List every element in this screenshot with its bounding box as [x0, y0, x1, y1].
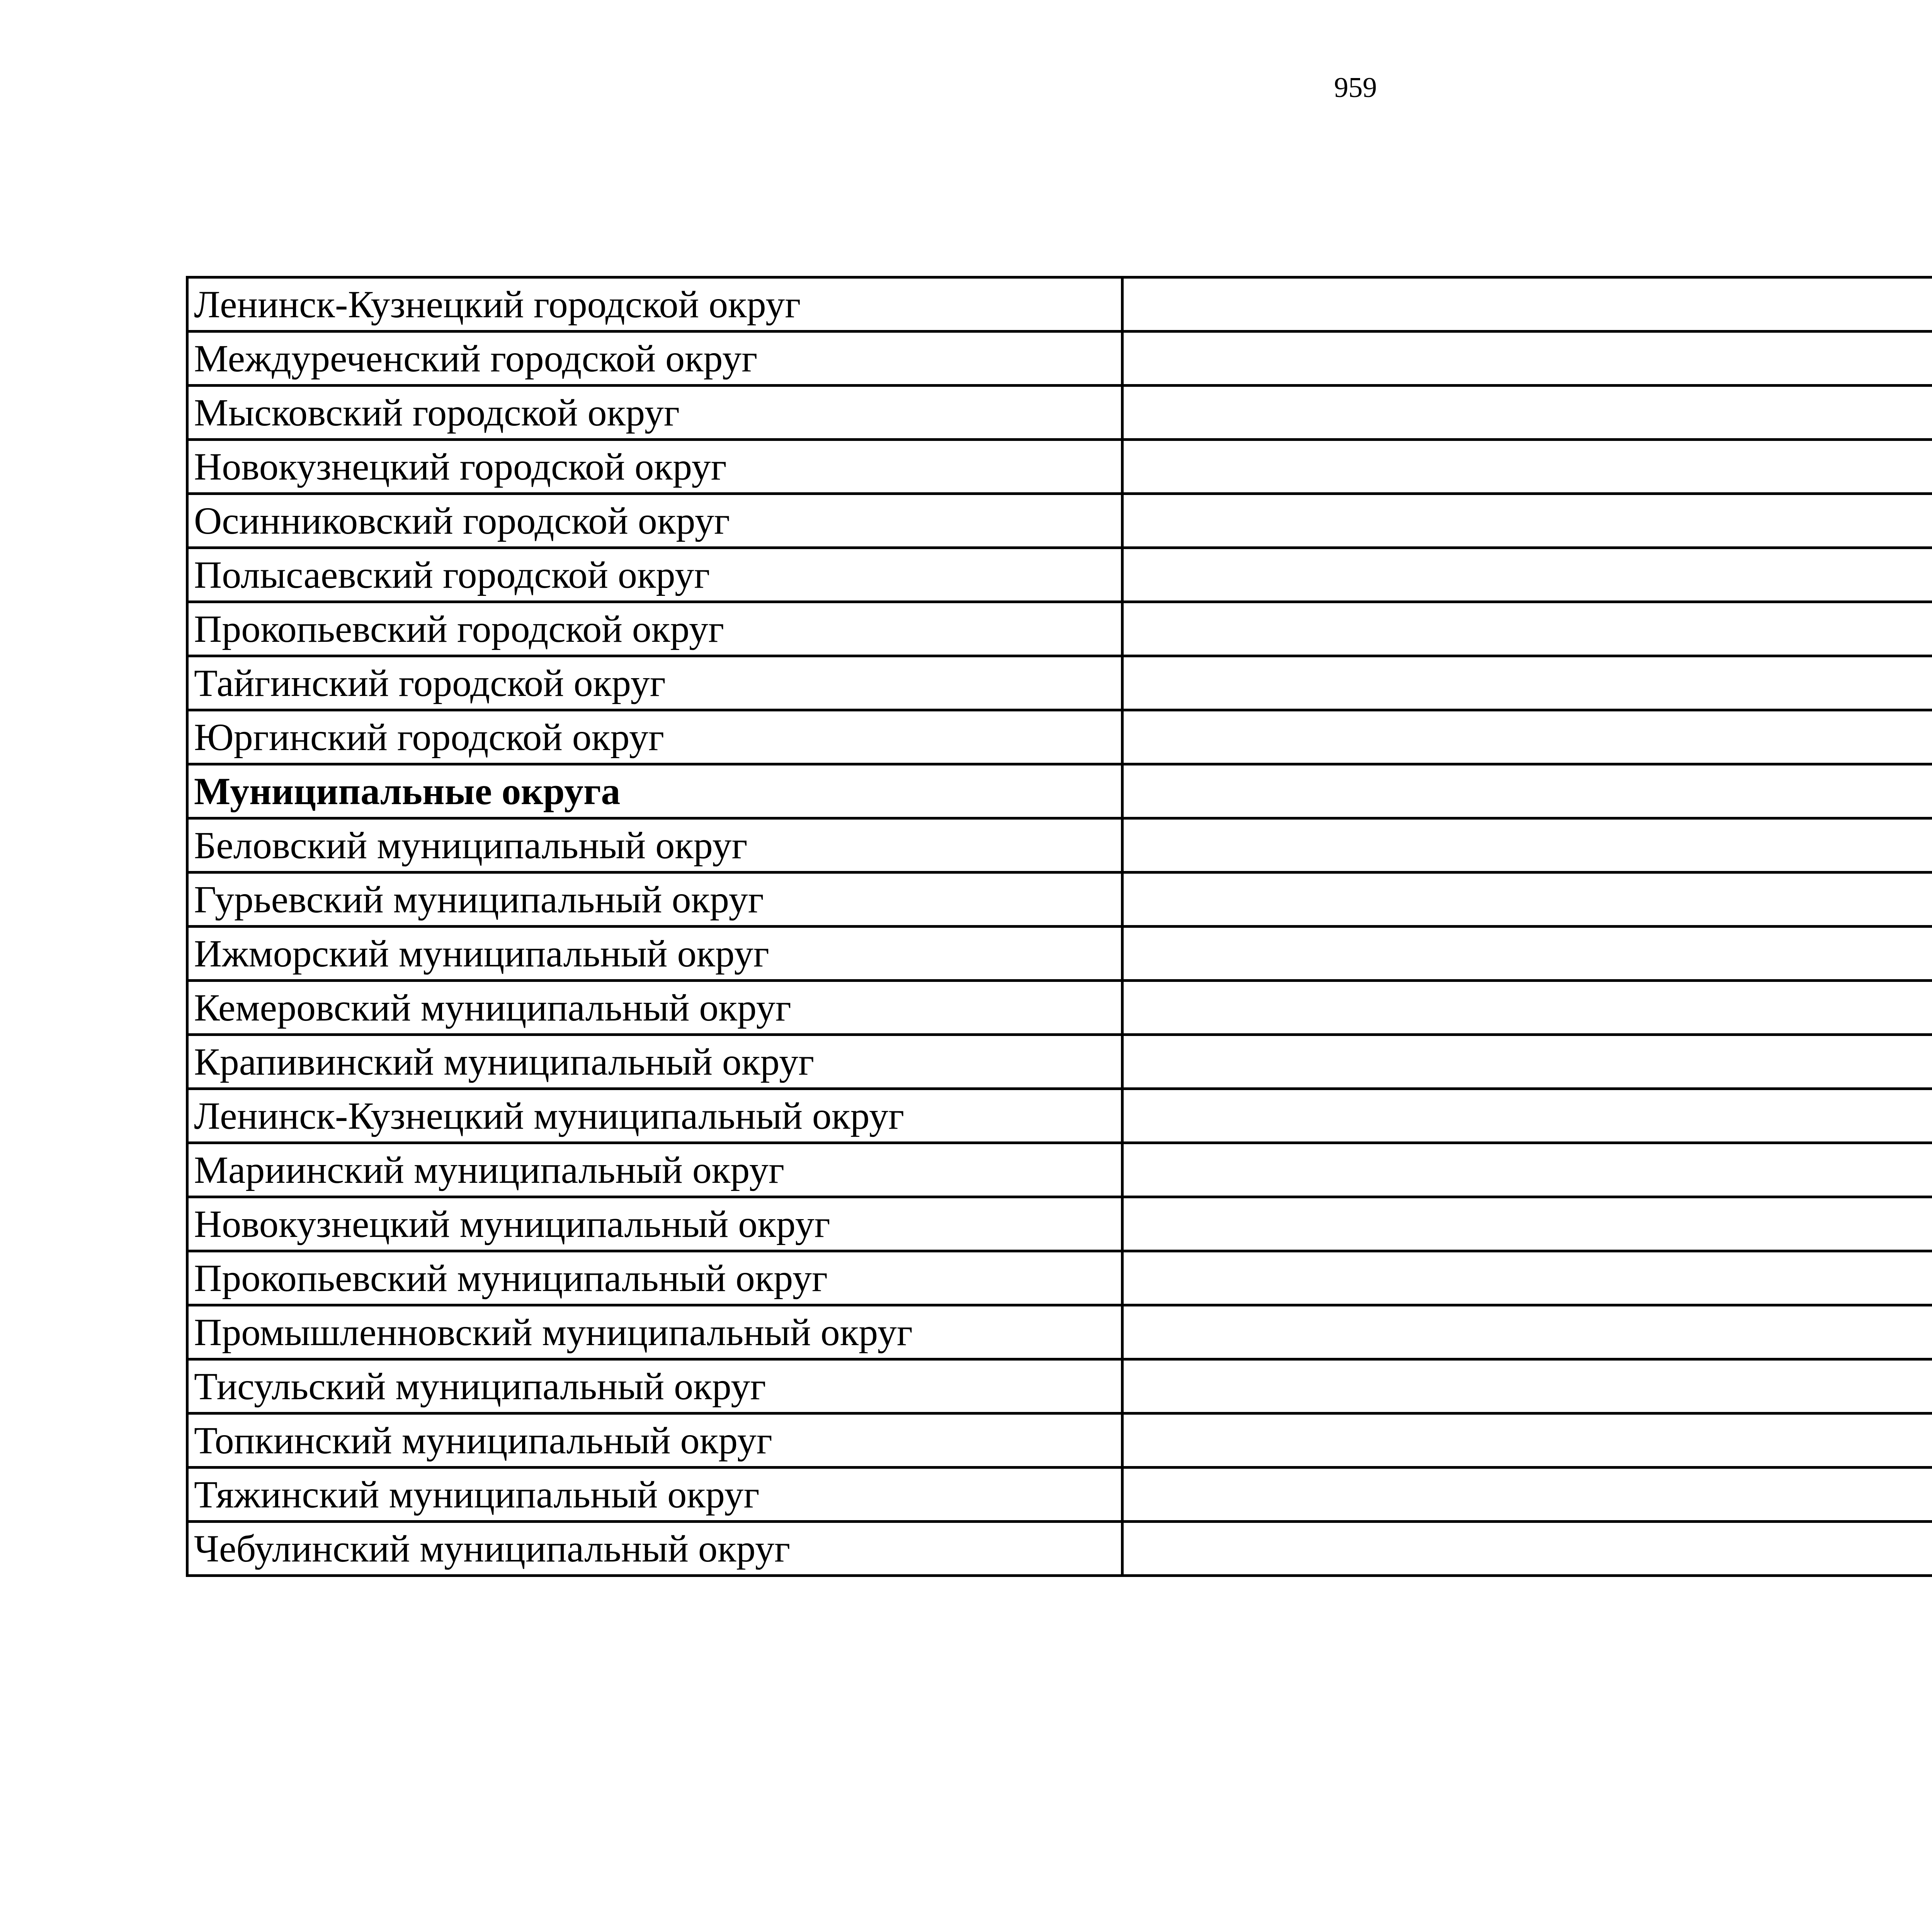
table-body — [187, 277, 1932, 1576]
amount-cell — [1122, 548, 1932, 602]
table-row — [187, 1035, 1932, 1089]
amount-cell — [1122, 1414, 1932, 1468]
district-name-cell: Беловский муниципальный округ — [187, 818, 1122, 873]
amount-cell — [1122, 1089, 1932, 1143]
table-row — [187, 927, 1932, 981]
amount-cell — [1122, 710, 1932, 764]
district-name-cell: Ленинск-Кузнецкий муниципальный округ — [187, 1089, 1122, 1143]
amount-cell — [1122, 927, 1932, 981]
amount-cell — [1122, 1035, 1932, 1089]
district-name-cell: Мысковский городской округ — [187, 386, 1122, 440]
amount-cell — [1122, 981, 1932, 1035]
page-number: 959 — [1334, 72, 1377, 104]
table-row — [187, 277, 1932, 332]
district-name-cell: Прокопьевский муниципальный округ — [187, 1251, 1122, 1305]
table-row — [187, 386, 1932, 440]
table-row — [187, 548, 1932, 602]
district-name-cell: Крапивинский муниципальный округ — [187, 1035, 1122, 1089]
district-name-cell: Кемеровский муниципальный округ — [187, 981, 1122, 1035]
section-title-cell: Муниципальные округа — [187, 764, 1122, 818]
table-row — [187, 1468, 1932, 1522]
amount-cell — [1122, 1359, 1932, 1414]
amount-cell — [1122, 1468, 1932, 1522]
amount-cell — [1122, 277, 1932, 332]
amount-cell — [1122, 1143, 1932, 1197]
district-name-cell: Полысаевский городской округ — [187, 548, 1122, 602]
district-name-cell: Осинниковский городской округ — [187, 494, 1122, 548]
amount-cell — [1122, 494, 1932, 548]
amount-cell — [1122, 332, 1932, 386]
table-row — [187, 873, 1932, 927]
amount-cell — [1122, 602, 1932, 656]
district-name-cell: Ленинск-Кузнецкий городской округ — [187, 277, 1122, 332]
table-row — [187, 332, 1932, 386]
district-name-cell: Новокузнецкий городской округ — [187, 440, 1122, 494]
table-row — [187, 818, 1932, 873]
table-row — [187, 440, 1932, 494]
amount-cell — [1122, 1522, 1932, 1576]
district-name-cell: Промышленновский муниципальный округ — [187, 1305, 1122, 1359]
table-row — [187, 1359, 1932, 1414]
table-row — [187, 602, 1932, 656]
table-row — [187, 1143, 1932, 1197]
district-name-cell: Юргинский городской округ — [187, 710, 1122, 764]
district-name-cell: Тяжинский муниципальный округ — [187, 1468, 1122, 1522]
table-row — [187, 656, 1932, 710]
district-name-cell: Топкинский муниципальный округ — [187, 1414, 1122, 1468]
table-row — [187, 981, 1932, 1035]
district-name-cell: Междуреченский городской округ — [187, 332, 1122, 386]
district-name-cell: Гурьевский муниципальный округ — [187, 873, 1122, 927]
table-row — [187, 1522, 1932, 1576]
amount-cell — [1122, 1305, 1932, 1359]
section-header-row — [187, 764, 1932, 818]
amount-cell — [1122, 1251, 1932, 1305]
district-name-cell: Тисульский муниципальный округ — [187, 1359, 1122, 1414]
table-row — [187, 1197, 1932, 1251]
table-row — [187, 1305, 1932, 1359]
district-name-cell: Прокопьевский городской округ — [187, 602, 1122, 656]
amount-cell — [1122, 818, 1932, 873]
district-name-cell: Ижморский муниципальный округ — [187, 927, 1122, 981]
amount-cell — [1122, 873, 1932, 927]
table-row — [187, 1251, 1932, 1305]
district-name-cell: Чебулинский муниципальный округ — [187, 1522, 1122, 1576]
district-name-cell: Новокузнецкий муниципальный округ — [187, 1197, 1122, 1251]
table-row — [187, 1089, 1932, 1143]
data-table — [186, 276, 1932, 1577]
district-name-cell: Мариинский муниципальный округ — [187, 1143, 1122, 1197]
section-total-cell — [1122, 764, 1932, 818]
table-row — [187, 494, 1932, 548]
amount-cell — [1122, 440, 1932, 494]
amount-cell — [1122, 656, 1932, 710]
amount-cell — [1122, 1197, 1932, 1251]
table-row — [187, 1414, 1932, 1468]
district-name-cell: Тайгинский городской округ — [187, 656, 1122, 710]
amount-cell — [1122, 386, 1932, 440]
table-row — [187, 710, 1932, 764]
